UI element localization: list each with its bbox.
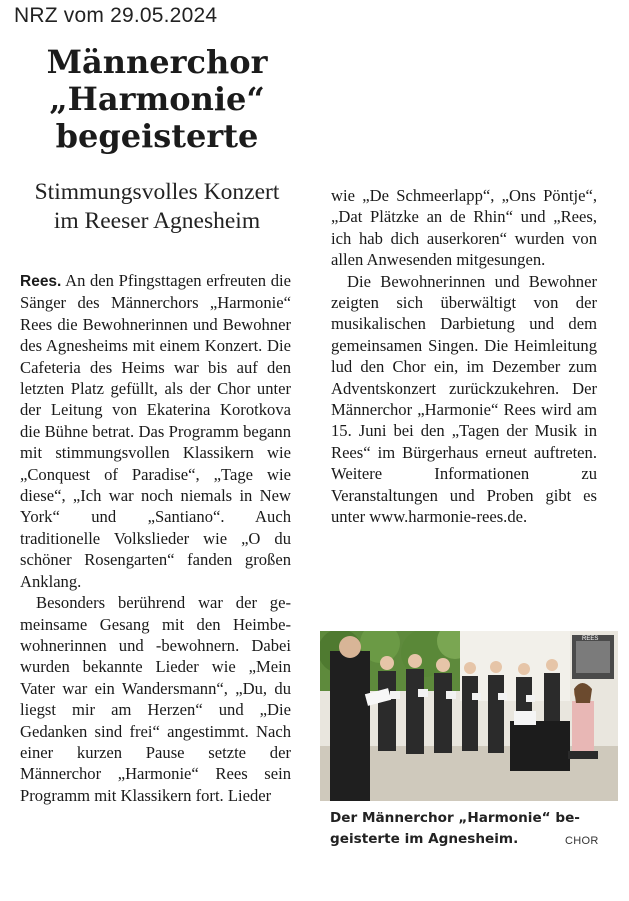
choir-photo bbox=[320, 631, 618, 801]
subheadline-line-2: im Reeser Agnesheim bbox=[53, 208, 261, 234]
subheadline bbox=[14, 178, 300, 236]
paragraph-1-text: An den Pfingsttagen erfreuten die Sänger des Männerchors „Harmonie“ Rees die Bewohnerinnen und Bewohner des Agnesheims mit einem Konzert. Die Cafeteria des Heims war bis auf den letzten Platz gefüllt, als der Chor unter der Leitung von Ekaterina Korotkova die Bühne betrat. Das Programm begann mit stimmungsvollen Klassikern wie „Conquest of Paradise“, „Tage wie diese“, „Ich war noch niemals in New York“ und „Santiano“. Auch traditionelle Volkslieder wie „O du schöner Rosengarten“ fanden großen Anklang. bbox=[20, 271, 291, 591]
caption-line-1: Der Männerchor „Harmonie“ be- bbox=[330, 810, 580, 826]
paragraph-1 bbox=[20, 270, 291, 592]
headline bbox=[14, 44, 300, 155]
paragraph-2-continued: wie „De Schmeerlapp“, „Ons Pöntje“, „Dat Plätzke an de Rhin“ und „Rees, ich hab dich auserkoren“ wurden von allen Anwesenden mitgesungen. bbox=[331, 186, 597, 270]
article-column-2 bbox=[331, 185, 597, 528]
photo-credit: CHOR bbox=[565, 835, 599, 847]
choir-photo-illustration bbox=[320, 631, 618, 801]
rees-sign-text: REES bbox=[582, 636, 599, 642]
article-column-1 bbox=[20, 270, 291, 806]
caption-line-2: geisterte im Agnesheim. bbox=[330, 831, 519, 847]
photo-caption bbox=[330, 808, 580, 850]
headline-line-1: Männerchor bbox=[46, 43, 268, 81]
headline-line-3: begeisterte bbox=[55, 117, 259, 155]
dateline: Rees. bbox=[20, 273, 62, 290]
paragraph-3: Die Bewohnerinnen und Bewohner zeigten sich überwältigt von der musikalischen Darbietung und dem gemeinsamen Singen. Die Heimleitung lud den Chor ein, im Dezember zum Adventskonzert zurückzukehren. Der Männerchor „Harmonie“ Rees wird am 15. Juni bei den „Tagen der Musik in Rees“ im Bürgerhaus erneut auftreten. Weitere Informationen zu Veranstaltungen und Proben gibt es unter www.harmonie-rees.de. bbox=[331, 271, 597, 527]
paragraph-2: Besonders berührend war der gemeinsame Gesang mit den Heimbewohnerinnen und -bewohnern. Dabei wurden bekannte Lieder wie „Mein Vater war ein Wandersmann“, „Du, du liegst mir am Herzen“ und „Die Gedanken sind frei“ angestimmt. Nach einer kurzen Pause setzte der Männerchor „Harmonie“ Rees sein Programm mit Klassikern fort. Lieder bbox=[20, 593, 291, 805]
subheadline-line-1: Stimmungsvolles Konzert bbox=[34, 179, 280, 205]
headline-line-2: „Harmonie“ bbox=[49, 80, 265, 118]
newspaper-source: NRZ vom 29.05.2024 bbox=[14, 4, 218, 27]
